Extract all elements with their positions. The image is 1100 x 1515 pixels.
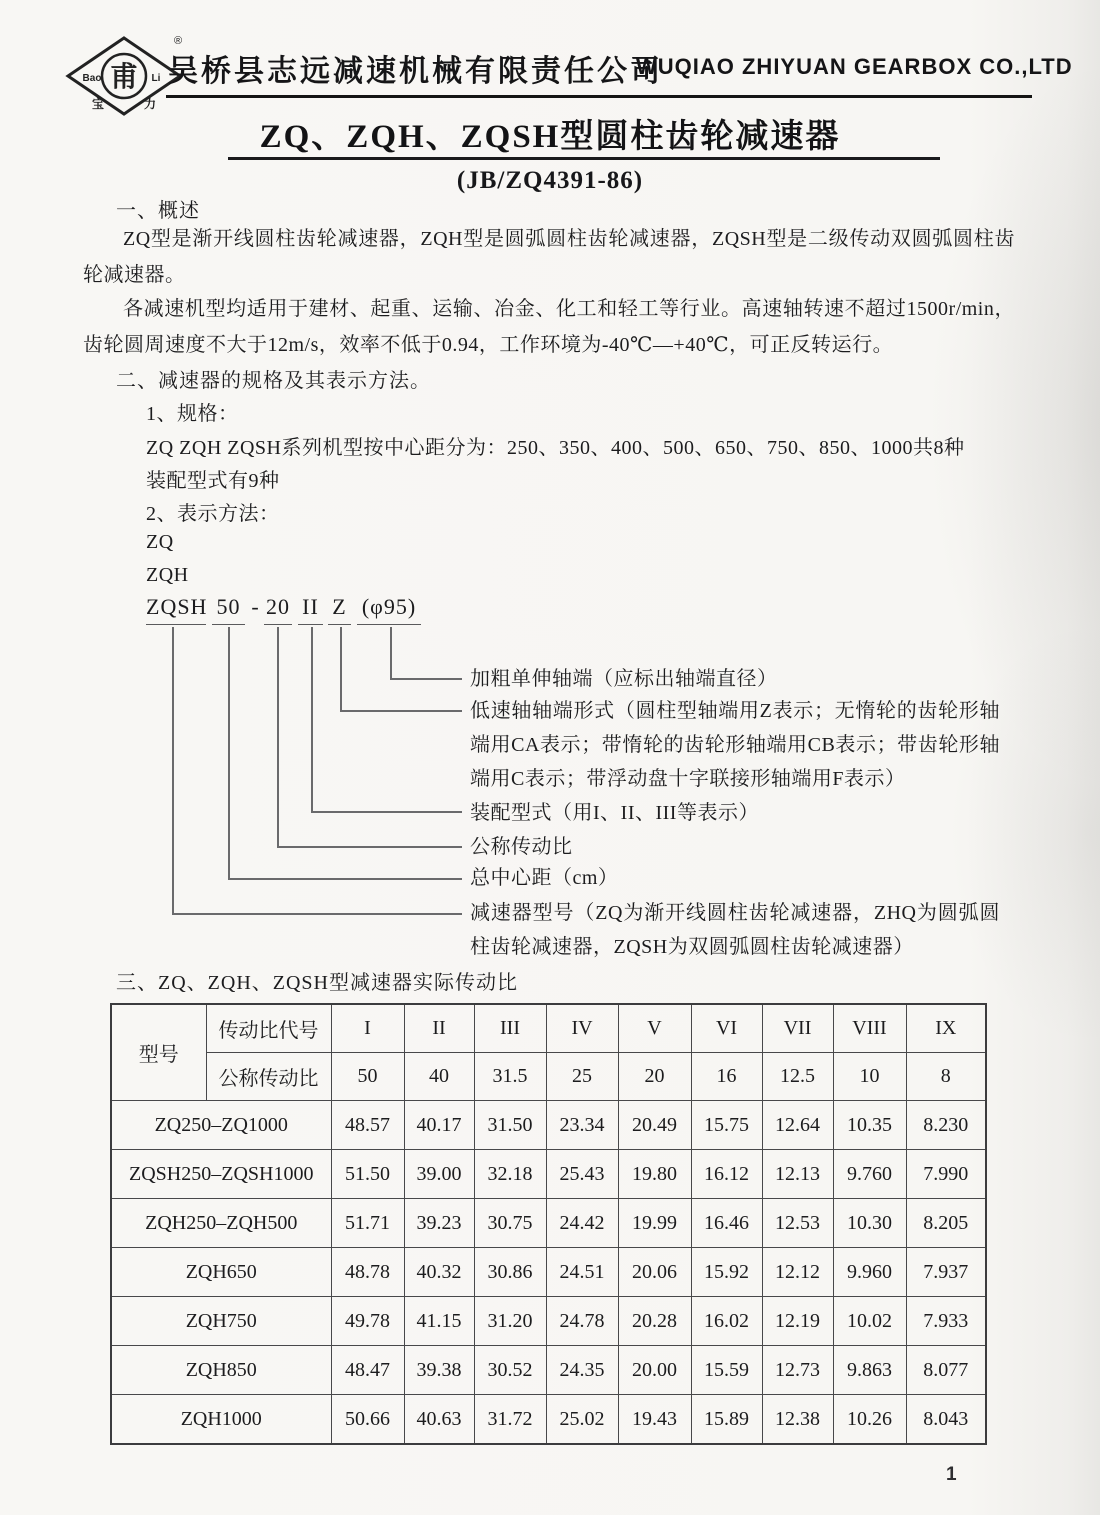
ratio-value-cell: 12.19 <box>762 1297 833 1346</box>
ratio-value-cell: 41.15 <box>404 1297 474 1346</box>
nominal-cell: 25 <box>546 1053 618 1101</box>
ratio-value-cell: 31.72 <box>474 1395 546 1445</box>
nominal-cell: 12.5 <box>762 1053 833 1101</box>
ratio-value-cell: 48.57 <box>331 1101 404 1150</box>
table-header-row-codes <box>111 1004 986 1053</box>
ratio-value-cell: 16.02 <box>691 1297 762 1346</box>
ratio-value-cell: 20.28 <box>618 1297 691 1346</box>
leader-hline-centre <box>228 878 462 880</box>
designation-part-diameter: (φ95) <box>357 594 421 625</box>
ratio-value-cell: 8.043 <box>906 1395 986 1445</box>
model-name-cell: ZQH650 <box>111 1248 331 1297</box>
model-name-cell: ZQH1000 <box>111 1395 331 1445</box>
row-label-codes: 传动比代号 <box>206 1004 331 1053</box>
ratio-value-cell: 30.86 <box>474 1248 546 1297</box>
ratio-value-cell: 25.02 <box>546 1395 618 1445</box>
table-row <box>111 1248 986 1297</box>
ratio-value-cell: 30.75 <box>474 1199 546 1248</box>
leader-vline-centre <box>228 627 230 878</box>
leader-vline-bold-shaft <box>390 627 392 678</box>
ratio-value-cell: 7.933 <box>906 1297 986 1346</box>
ratio-value-cell: 15.75 <box>691 1101 762 1150</box>
section3-heading: 三、ZQ、ZQH、ZQSH型减速器实际传动比 <box>116 972 518 994</box>
nominal-cell: 50 <box>331 1053 404 1101</box>
model-name-cell: ZQH250–ZQH500 <box>111 1199 331 1248</box>
ratio-value-cell: 20.06 <box>618 1248 691 1297</box>
ratio-table-body <box>111 1101 986 1445</box>
model-code-zq: ZQ <box>146 531 174 553</box>
ratio-value-cell: 9.760 <box>833 1150 906 1199</box>
spec-assembly-line: 装配型式有9种 <box>146 470 280 492</box>
ratio-value-cell: 24.78 <box>546 1297 618 1346</box>
leader-vline-shaft <box>340 627 342 710</box>
ratio-value-cell: 12.13 <box>762 1150 833 1199</box>
ratio-value-cell: 10.35 <box>833 1101 906 1150</box>
spec-item2: 2、表示方法： <box>146 503 280 525</box>
leader-vline-assembly <box>311 627 313 811</box>
ratio-value-cell: 10.30 <box>833 1199 906 1248</box>
code-cell: II <box>404 1004 474 1053</box>
ratio-value-cell: 24.51 <box>546 1248 618 1297</box>
leader-hline-ratio <box>277 846 462 848</box>
callout-bold-shaft: 加粗单伸轴端（应标出轴端直径） <box>470 668 778 690</box>
table-row <box>111 1150 986 1199</box>
callout-centre-distance: 总中心距（cm） <box>470 867 619 889</box>
leader-hline-assembly <box>311 811 462 813</box>
company-name-en: WUQIAO ZHIYUAN GEARBOX CO.,LTD <box>636 54 1073 79</box>
table-row <box>111 1395 986 1445</box>
ratio-value-cell: 24.35 <box>546 1346 618 1395</box>
code-cell: VIII <box>833 1004 906 1053</box>
ratio-value-cell: 19.99 <box>618 1199 691 1248</box>
ratio-value-cell: 12.64 <box>762 1101 833 1150</box>
ratio-value-cell: 12.73 <box>762 1346 833 1395</box>
ratio-value-cell: 51.50 <box>331 1150 404 1199</box>
nominal-cell: 16 <box>691 1053 762 1101</box>
leader-vline-model <box>172 627 174 913</box>
header-rule <box>166 95 1032 98</box>
designation-part-type: ZQSH <box>146 594 206 625</box>
model-name-cell: ZQH750 <box>111 1297 331 1346</box>
ratio-value-cell: 31.50 <box>474 1101 546 1150</box>
model-name-cell: ZQSH250–ZQSH1000 <box>111 1150 331 1199</box>
table-row <box>111 1101 986 1150</box>
ratio-value-cell: 8.077 <box>906 1346 986 1395</box>
logo-center-glyph: 甫 <box>109 61 139 92</box>
table-row <box>111 1199 986 1248</box>
ratio-value-cell: 20.00 <box>618 1346 691 1395</box>
code-cell: IV <box>546 1004 618 1053</box>
nominal-cell: 40 <box>404 1053 474 1101</box>
ratio-value-cell: 12.53 <box>762 1199 833 1248</box>
ratio-value-cell: 39.00 <box>404 1150 474 1199</box>
ratio-value-cell: 16.12 <box>691 1150 762 1199</box>
ratio-value-cell: 12.12 <box>762 1248 833 1297</box>
nominal-cell: 10 <box>833 1053 906 1101</box>
nominal-cell: 8 <box>906 1053 986 1101</box>
ratio-value-cell: 7.990 <box>906 1150 986 1199</box>
ratio-value-cell: 39.23 <box>404 1199 474 1248</box>
overview-paragraph-2: 各减速机型均适用于建材、起重、运输、冶金、化工和轻工等行业。高速轴转速不超过1500r/min，齿轮圆周速度不大于12m/s，效率不低于0.94，工作环境为-40℃—+40℃，可正反转运行。 <box>83 298 1015 356</box>
ratio-value-cell: 15.59 <box>691 1346 762 1395</box>
code-cell: V <box>618 1004 691 1053</box>
ratio-value-cell: 48.78 <box>331 1248 404 1297</box>
ratio-value-cell: 10.26 <box>833 1395 906 1445</box>
ratio-value-cell: 15.89 <box>691 1395 762 1445</box>
ratio-value-cell: 40.17 <box>404 1101 474 1150</box>
ratio-value-cell: 16.46 <box>691 1199 762 1248</box>
section2-heading: 二、减速器的规格及其表示方法。 <box>116 370 431 392</box>
table-header-row-nominal <box>111 1053 986 1101</box>
ratio-value-cell: 24.42 <box>546 1199 618 1248</box>
code-cell: VII <box>762 1004 833 1053</box>
company-name-cn: 吴桥县志远减速机械有限责任公司 <box>168 55 663 88</box>
designation-part-ratio: 20 <box>264 594 292 625</box>
leader-hline-shaft <box>340 710 462 712</box>
ratio-value-cell: 23.34 <box>546 1101 618 1150</box>
ratio-value-cell: 8.205 <box>906 1199 986 1248</box>
spec-item1: 1、规格： <box>146 403 239 425</box>
overview-paragraph-1: ZQ型是渐开线圆柱齿轮减速器，ZQH型是圆弧圆柱齿轮减速器，ZQSH型是二级传动双圆弧圆柱齿轮减速器。 <box>83 228 1015 286</box>
nominal-cell: 31.5 <box>474 1053 546 1101</box>
leader-hline-bold-shaft <box>390 678 462 680</box>
nominal-cell: 20 <box>618 1053 691 1101</box>
model-code-zqh: ZQH <box>146 564 189 586</box>
ratio-value-cell: 20.49 <box>618 1101 691 1150</box>
code-cell: IX <box>906 1004 986 1053</box>
ratio-table <box>110 1003 987 1445</box>
ratio-value-cell: 48.47 <box>331 1346 404 1395</box>
logo-bao-label: Bao <box>82 73 102 84</box>
model-name-cell: ZQ250–ZQ1000 <box>111 1101 331 1150</box>
model-name-cell: ZQH850 <box>111 1346 331 1395</box>
ratio-value-cell: 51.71 <box>331 1199 404 1248</box>
logo-bao-cn: 宝 <box>91 97 105 111</box>
ratio-value-cell: 49.78 <box>331 1297 404 1346</box>
ratio-value-cell: 32.18 <box>474 1150 546 1199</box>
ratio-value-cell: 40.32 <box>404 1248 474 1297</box>
spec-sizes-line: ZQ ZQH ZQSH系列机型按中心距分为：250、350、400、500、650、750、850、1000共8种 <box>146 437 965 459</box>
row-label-nominal: 公称传动比 <box>206 1053 331 1101</box>
code-cell: III <box>474 1004 546 1053</box>
callout-model-type: 减速器型号（ZQ为渐开线圆柱齿轮减速器，ZHQ为圆弧圆柱齿轮减速器，ZQSH为双圆弧圆柱齿轮减速器） <box>470 902 1000 958</box>
page-number: 1 <box>946 1464 957 1485</box>
ratio-value-cell: 39.38 <box>404 1346 474 1395</box>
code-cell: VI <box>691 1004 762 1053</box>
ratio-value-cell: 8.230 <box>906 1101 986 1150</box>
ratio-value-cell: 7.937 <box>906 1248 986 1297</box>
code-cell: I <box>331 1004 404 1053</box>
ratio-value-cell: 50.66 <box>331 1395 404 1445</box>
ratio-value-cell: 40.63 <box>404 1395 474 1445</box>
page-title: ZQ、ZQH、ZQSH型圆柱齿轮减速器 <box>259 119 841 155</box>
designation-part-centre: 50 <box>212 594 245 625</box>
callout-assembly: 装配型式（用I、II、III等表示） <box>470 802 759 824</box>
callout-nominal-ratio: 公称传动比 <box>470 836 573 858</box>
designation-part-assembly: II <box>298 594 323 625</box>
ratio-value-cell: 9.960 <box>833 1248 906 1297</box>
ratio-value-cell: 15.92 <box>691 1248 762 1297</box>
designation-part-shaft: Z <box>328 594 351 625</box>
section1-heading: 一、概述 <box>116 200 200 222</box>
ratio-value-cell: 19.80 <box>618 1150 691 1199</box>
ratio-value-cell: 10.02 <box>833 1297 906 1346</box>
callout-shaft-form: 低速轴轴端形式（圆柱型轴端用Z表示；无惰轮的齿轮形轴端用CA表示；带惰轮的齿轮形轴端用CB表示；带齿轮形轴端用C表示；带浮动盘十字联接形轴端用F表示） <box>470 700 1000 790</box>
designation-dash: - <box>251 594 260 619</box>
logo-li-cn: 力 <box>143 97 157 111</box>
ratio-value-cell: 25.43 <box>546 1150 618 1199</box>
ratio-value-cell: 19.43 <box>618 1395 691 1445</box>
ratio-value-cell: 12.38 <box>762 1395 833 1445</box>
ratio-value-cell: 9.863 <box>833 1346 906 1395</box>
col-header-model: 型号 <box>111 1004 206 1101</box>
table-row <box>111 1297 986 1346</box>
ratio-value-cell: 30.52 <box>474 1346 546 1395</box>
registered-mark-icon: ® <box>173 35 183 47</box>
table-row <box>111 1346 986 1395</box>
standard-number: (JB/ZQ4391-86) <box>456 167 644 194</box>
title-rule <box>228 157 940 160</box>
logo-li-label: Li <box>151 73 161 84</box>
leader-hline-model <box>172 913 462 915</box>
leader-vline-ratio <box>277 627 279 846</box>
ratio-value-cell: 31.20 <box>474 1297 546 1346</box>
